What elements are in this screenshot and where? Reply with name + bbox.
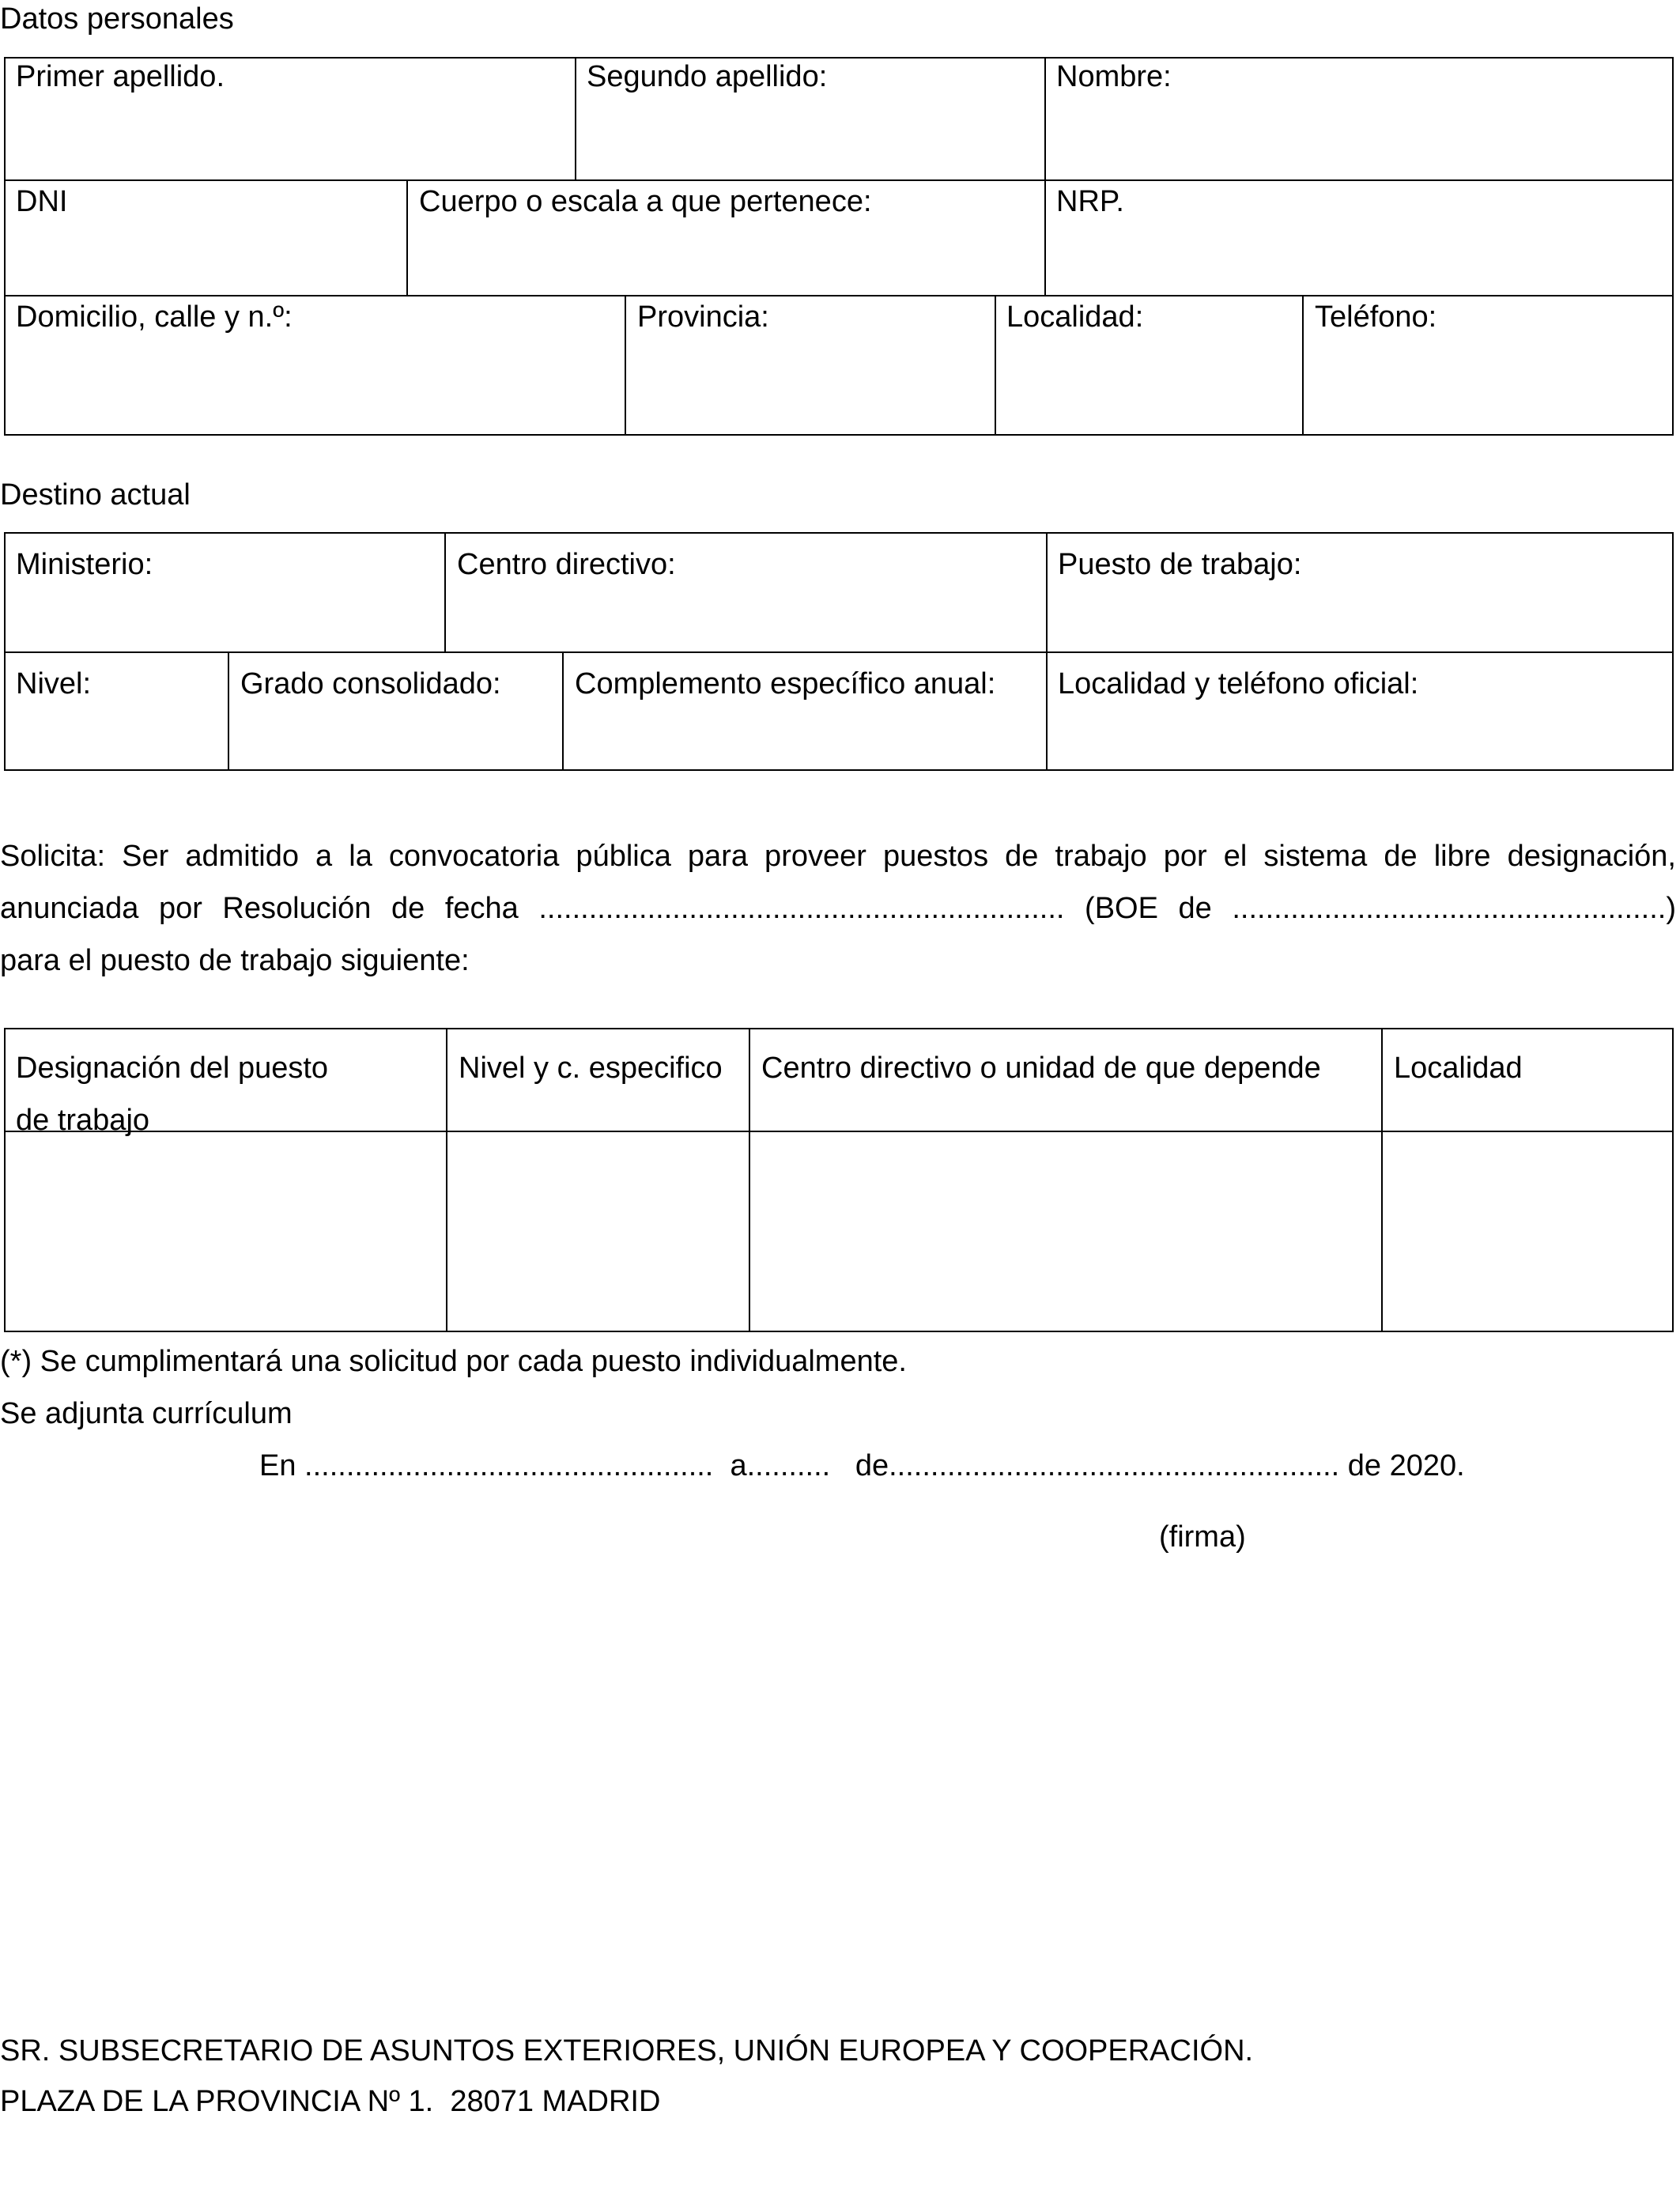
personal-data-table <box>4 57 1674 436</box>
col-header-nivel: Nivel y c. especifico <box>459 1052 723 1085</box>
field-nrp[interactable]: NRP. <box>1056 185 1124 218</box>
col-divider <box>995 296 996 435</box>
field-segundo-apellido[interactable]: Segundo apellido: <box>587 60 828 93</box>
col-divider <box>228 652 229 770</box>
addressee-line-2: PLAZA DE LA PROVINCIA Nº 1. 28071 MADRID <box>0 2085 661 2118</box>
curriculum-text: Se adjunta currículum <box>0 1397 293 1430</box>
col-header-designacion: Designación del puesto de trabajo <box>16 1052 329 1137</box>
field-localidad[interactable]: Localidad: <box>1006 300 1144 334</box>
input-nivel[interactable] <box>447 1132 749 1331</box>
field-nombre[interactable]: Nombre: <box>1056 60 1172 93</box>
note-text: (*) Se cumplimentará una solicitud por cada puesto individualmente. <box>0 1345 907 1378</box>
solicita-line-1: Solicita: Ser admitido a la convocatoria pública para proveer puestos de trabajo por el sistema de libre designación, <box>0 840 1676 873</box>
date-line[interactable]: En ................................................. a.......... de...................................................... de 2020. <box>259 1449 1465 1482</box>
field-centro-directivo[interactable]: Centro directivo: <box>457 548 676 581</box>
col-divider <box>406 180 408 296</box>
input-designacion[interactable] <box>6 1132 446 1331</box>
solicita-paragraph <box>0 830 1676 987</box>
row-divider <box>4 295 1674 296</box>
row-divider <box>4 651 1674 653</box>
field-primer-apellido[interactable]: Primer apellido. <box>16 60 225 93</box>
col-divider <box>562 652 564 770</box>
addressee-line-1: SR. SUBSECRETARIO DE ASUNTOS EXTERIORES, UNIÓN EUROPEA Y COOPERACIÓN. <box>0 2034 1254 2067</box>
field-complemento-especifico[interactable]: Complemento específico anual: <box>575 667 996 700</box>
input-localidad[interactable] <box>1383 1132 1672 1331</box>
col-divider <box>625 296 626 435</box>
col-header-centro-directivo: Centro directivo o unidad de que depende <box>761 1052 1321 1085</box>
field-provincia[interactable]: Provincia: <box>637 300 769 334</box>
field-ministerio[interactable]: Ministerio: <box>16 548 153 581</box>
col-divider <box>1044 57 1046 180</box>
col-divider <box>575 57 576 180</box>
section-heading-destino: Destino actual <box>0 478 191 512</box>
field-telefono[interactable]: Teléfono: <box>1315 300 1437 334</box>
col-divider <box>1044 180 1046 296</box>
row-divider <box>4 179 1674 181</box>
solicita-line-2[interactable]: anunciada por Resolución de fecha ............................................................... (BOE de ....................................................) <box>0 892 1676 925</box>
field-localidad-telefono-oficial[interactable]: Localidad y teléfono oficial: <box>1058 667 1419 700</box>
solicita-line-3: para el puesto de trabajo siguiente: <box>0 944 470 977</box>
input-centro-directivo[interactable] <box>750 1132 1381 1331</box>
field-puesto-trabajo[interactable]: Puesto de trabajo: <box>1058 548 1302 581</box>
field-nivel[interactable]: Nivel: <box>16 667 92 700</box>
field-dni[interactable]: DNI <box>16 185 68 218</box>
field-domicilio[interactable]: Domicilio, calle y n.º: <box>16 300 293 334</box>
col-header-localidad: Localidad <box>1394 1052 1523 1085</box>
section-heading-personal: Datos personales <box>0 2 234 36</box>
firma-label: (firma) <box>1159 1520 1246 1554</box>
col-divider <box>1302 296 1304 435</box>
col-divider <box>444 532 446 652</box>
field-grado-consolidado[interactable]: Grado consolidado: <box>240 667 501 700</box>
col-divider <box>1046 532 1048 770</box>
field-cuerpo-escala[interactable]: Cuerpo o escala a que pertenece: <box>419 185 872 218</box>
